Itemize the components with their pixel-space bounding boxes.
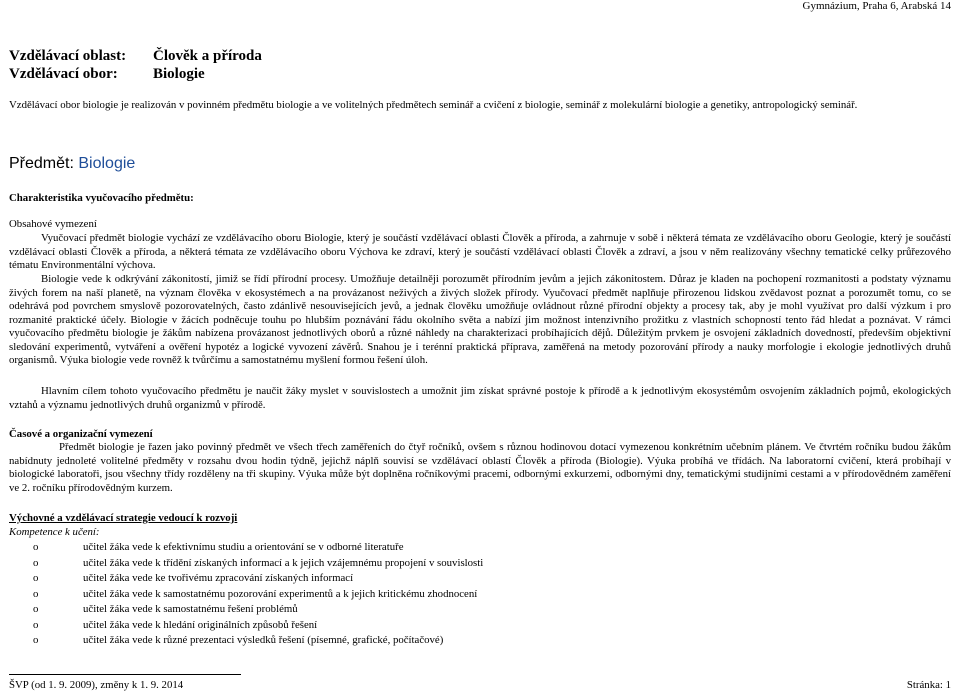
bullet-icon: o (33, 634, 39, 646)
list-item-text: učitel žáka vede ke tvořivému zpracování získaných informací (83, 572, 354, 584)
bullet-icon: o (33, 618, 39, 631)
competence-list (33, 540, 483, 649)
list-item (33, 602, 483, 618)
list-item (33, 587, 483, 603)
bullet-icon: o (33, 587, 39, 600)
area-value: Člověk a příroda (153, 48, 262, 64)
list-item (33, 618, 483, 634)
subject-name: Biologie (78, 155, 136, 172)
bullet-icon: o (33, 572, 39, 584)
field-row (9, 65, 262, 83)
list-item-text: učitel žáka vede k různé prezentaci výsledků řešení (písemné, grafické, počítačové) (83, 634, 444, 646)
bullet-icon: o (33, 541, 39, 553)
time-heading: Časové a organizační vymezení (9, 428, 153, 440)
content-paragraph-1: Vyučovací předmět biologie vychází ze vzdělávacího oboru Biologie, který je součástí vzdělávací oblasti Člověk a příroda, a zahrnuje v sobě i některá témata ze vzdělávacího oboru Geologie, který je součástí vzdělávací oblasti Člověk a příroda, a některá témata ze vzdělávacího oboru Výchova ke zdraví, který je součástí vzdělávací oblasti Člověk a zdraví, a jsou v něm realizovány všechny tematické celky průřezového tématu Environmentální výchova. (9, 232, 951, 271)
list-item (33, 571, 483, 587)
list-item (33, 556, 483, 572)
intro-paragraph: Vzdělávací obor biologie je realizován v povinném předmětu biologie a ve volitelných předmětech seminář a cvičení z biologie, seminář z molekulární biologie a genetiky, antropologický seminář. (9, 99, 858, 111)
subject-label: Předmět: (9, 155, 79, 172)
page-number: Stránka: 1 (906, 679, 951, 691)
list-item (33, 540, 483, 556)
area-row (9, 47, 262, 65)
list-item-text: učitel žáka vede k třídění získaných informací a k jejich vzájemnému propojení v souvislosti (83, 556, 484, 569)
list-item-text: učitel žáka vede k efektivnímu studiu a orientování se v odborné literatuře (83, 541, 404, 553)
bullet-icon: o (33, 556, 39, 569)
subject-title (9, 154, 135, 174)
area-block (9, 47, 262, 83)
school-header: Gymnázium, Praha 6, Arabská 14 (802, 0, 951, 12)
list-item-text: učitel žáka vede k samostatnému pozorování experimentů a k jejich kritickému zhodnocení (83, 587, 478, 600)
bullet-icon: o (33, 603, 39, 615)
strategies-heading: Výchovné a vzdělávací strategie vedoucí k rozvoji (9, 512, 238, 524)
field-label: Vzdělávací obor: (9, 66, 118, 82)
content-heading: Obsahové vymezení (9, 218, 97, 230)
field-value: Biologie (153, 66, 205, 82)
list-item-text: učitel žáka vede k hledání originálních způsobů řešení (83, 618, 318, 631)
competence-label: Kompetence k učení: (9, 526, 100, 538)
area-label: Vzdělávací oblast: (9, 48, 127, 64)
footer-divider (9, 674, 241, 675)
list-item (33, 633, 483, 649)
content-paragraph-3: Hlavním cílem tohoto vyučovacího předmětu je naučit žáky myslet v souvislostech a umožnit jim získat správné postoje k přírodě a k jednotlivým ekosystémům osvojením základních pojmů, ekologických vztahů a významu jednotlivých druhů organizmů v přírodě. (9, 385, 951, 411)
characteristics-heading: Charakteristika vyučovacího předmětu: (9, 192, 194, 204)
footer-version: ŠVP (od 1. 9. 2009), změny k 1. 9. 2014 (9, 679, 184, 691)
list-item-text: učitel žáka vede k samostatnému řešení problémů (83, 603, 298, 615)
content-paragraph-2: Biologie vede k odkrývání zákonitostí, jimiž se řídí přírodní procesy. Umožňuje detailněji porozumět přírodním jevům a jejich zákonitostem. Důraz je kladen na pochopení rozmanitosti a podstaty významu živých forem na naší planetě, na význam člověka v ekosystémech a na provázanost neživých a živých složek přírody. Vyučovací předmět naplňuje přirozenou lidskou zvědavost poznat a porozumět tomu, co se odehrává pod povrchem smyslově pozorovatelných, často zdánlivě nesouvisejících jevů, a jednak člověku umožňuje ovládnout různé přírodní objekty a procesy tak, aby je mohl využívat pro další výzkum i pro rozmanité praktické účely. Biologie v žácích podněcuje touhu po hlubším poznávání řádu okolního světa a nabízí jim možnost intenzivního prožitku z vlastních schopností tento řád hledat a poznávat. V rámci vyučovacího předmětu biologie je žákům nabízena provázanost jednotlivých oborů a různé náhledy na charakterizaci probíhajících dějů. Důležitým prvkem je osvojení základních dovedností, především objektivní sledování experimentů, vytváření a ověření hypotéz a logické vyvození závěrů. Snahou je i terénní praktická příprava, zaměřená na metody pozorování přírody a nauky morfologie i ekologie jednotlivých druhů organismů. Výuka biologie vede rovněž k tvůrčímu a samostatnému myšlení formou řešení úloh. (9, 273, 951, 366)
time-paragraph: Předmět biologie je řazen jako povinný předmět ve všech třech zaměřeních do čtyř ročníků, ovšem s různou hodinovou dotací vymezenou konkrétním učebním plánem. Ve čtvrtém ročníku budou žákům nabídnuty jednoleté volitelné předměty v rozsahu dvou hodin týdně, jejichž náplň souvisí se vzdělávací oblastí Člověk a příroda (Biologie). Výuka probíhá ve třídách. Na laboratorní cvičení, která probíhají v biologické laboratoři, jsou všechny třídy rozděleny na tři skupiny. Výuka může být doplněna ročníkovými pracemi, odbornými exkurzemi, odbornými dny, tematickými studijními cestami a v přírodovědném zaměření ve 2. ročníku přírodovědným kurzem. (9, 441, 951, 494)
